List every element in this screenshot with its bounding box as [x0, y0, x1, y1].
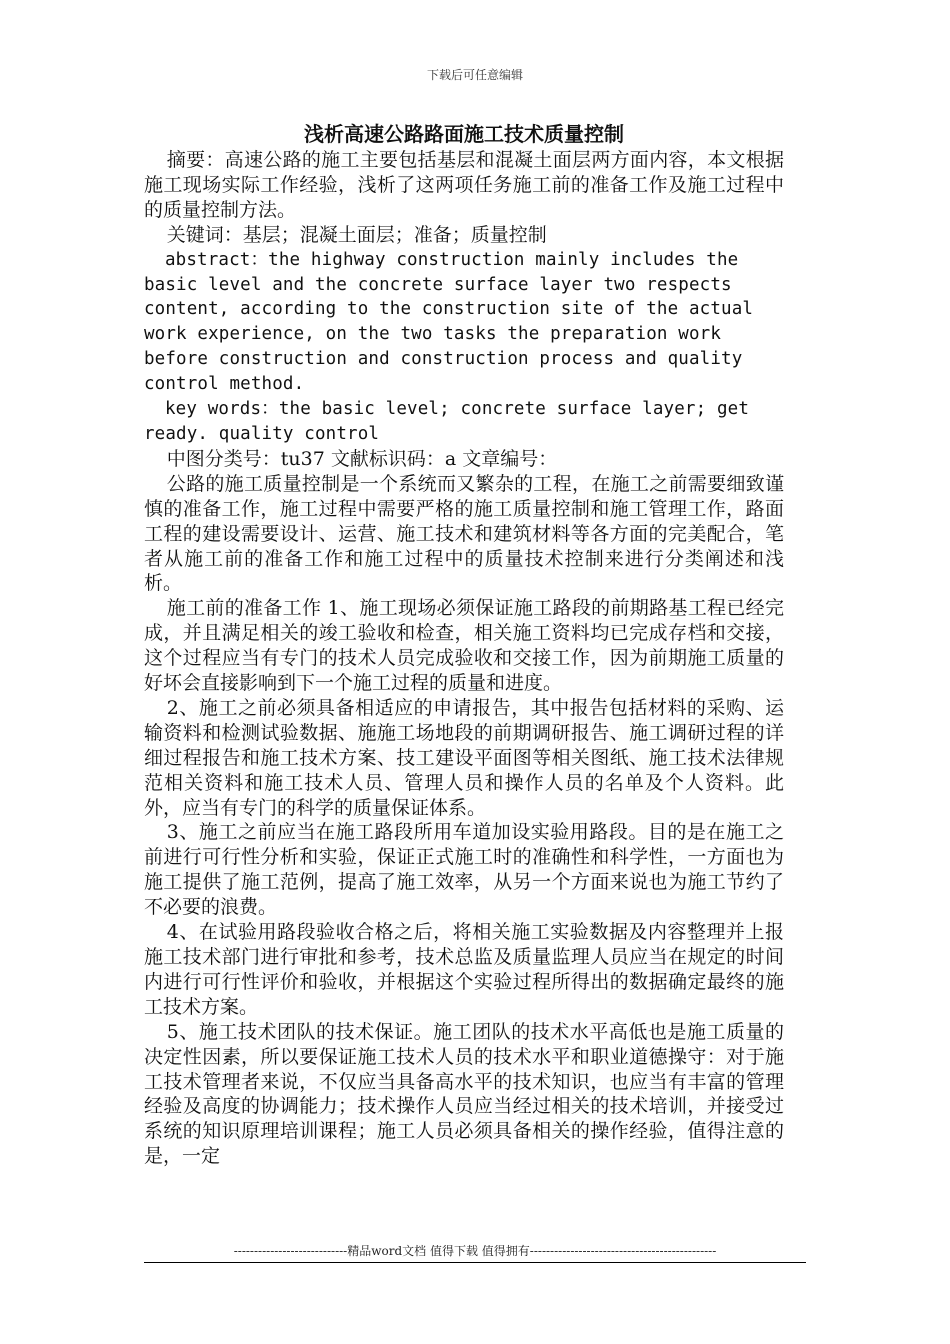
classification-line: 中图分类号：tu37 文献标识码：a 文章编号： [166, 447, 558, 470]
paragraph-1: 施工前的准备工作 1、施工现场必须保证施工路段的前期路基工程已经完成，并且满足相关的竣工验收和检查，相关施工资料均已完成存档和交接，这个过程应当有专门的技术人员完成验收和交接工作，因为前期施工质量的好坏会直接影响到下一个施工过程的质量和进度。 [144, 597, 784, 695]
paragraph-4: 4、在试验用路段验收合格之后，将相关施工实验数据及内容整理并上报施工技术部门进行审批和参考，技术总监及质量监理人员应当在规定的时间内进行可行性评价和验收，并根据这个实验过程所得出的数据确定最终的施工技术方案。 [144, 921, 784, 1018]
article-body [144, 120, 784, 1169]
keywords-cn: 关键词：基层；混凝土面层；准备；质量控制 [166, 223, 547, 246]
intro-paragraph: 公路的施工质量控制是一个系统而又繁杂的工程，在施工之前需要细致谨慎的准备工作，施工过程中需要严格的施工质量控制和施工管理工作，路面工程的建设需要设计、运营、施工技术和建筑材料等各方面的完美配合，笔者从施工前的准备工作和施工过程中的质量技术控制来进行分类阐述和浅析。 [144, 472, 784, 595]
keywords-en: key words：the basic level; concrete surface layer; get ready. quality control [144, 399, 750, 444]
paragraph-2: 2、施工之前必须具备相适应的申请报告，其中报告包括材料的采购、运输资料和检测试验数据、施施工场地段的前期调研报告、施工调研过程的详细过程报告和施工技术方案、技工建设平面图等相关图纸、施工技术法律规范相关资料和施工技术人员、管理人员和操作人员的名单及个人资料。此外，应当有专门的科学的质量保证体系。 [144, 696, 784, 819]
page-footer: ----------------------------精品word文档 值得下载 值得拥有---------------------------------------------- [233, 1244, 717, 1258]
page-header: 下载后可任意编辑 [426, 68, 523, 82]
paragraph-3: 3、施工之前应当在施工路段所用车道加设实验用路段。目的是在施工之前进行可行性分析和实验，保证正式施工时的准确性和科学性，一方面也为施工提供了施工范例，提高了施工效率，从另一个方面来说也为施工节约了不必要的浪费。 [144, 821, 784, 919]
paragraph-5: 5、施工技术团队的技术保证。施工团队的技术水平高低也是施工质量的决定性因素，所以要保证施工技术人员的技术水平和职业道德操守：对于施工技术管理者来说，不仅应当具备高水平的技术知识，也应当有丰富的管理经验及高度的协调能力；技术操作人员应当经过相关的技术培训，并接受过系统的知识原理培训课程；施工人员必须具备相关的操作经验，值得注意的是，一定 [144, 1020, 784, 1168]
footer-rule [144, 1262, 806, 1263]
abstract-en: abstract：the highway construction mainly includes the basic level and the concrete surface layer two respects content, according to the construction site of the actual work experience, on the two tasks the preparation work before construction and construction process and quality control method. [144, 249, 754, 395]
abstract-cn: 摘要：高速公路的施工主要包括基层和混凝土面层两方面内容，本文根据施工现场实际工作经验，浅析了这两项任务施工前的准备工作及施工过程中的质量控制方法。 [144, 149, 784, 221]
article-title: 浅析高速公路路面施工技术质量控制 [304, 122, 624, 146]
